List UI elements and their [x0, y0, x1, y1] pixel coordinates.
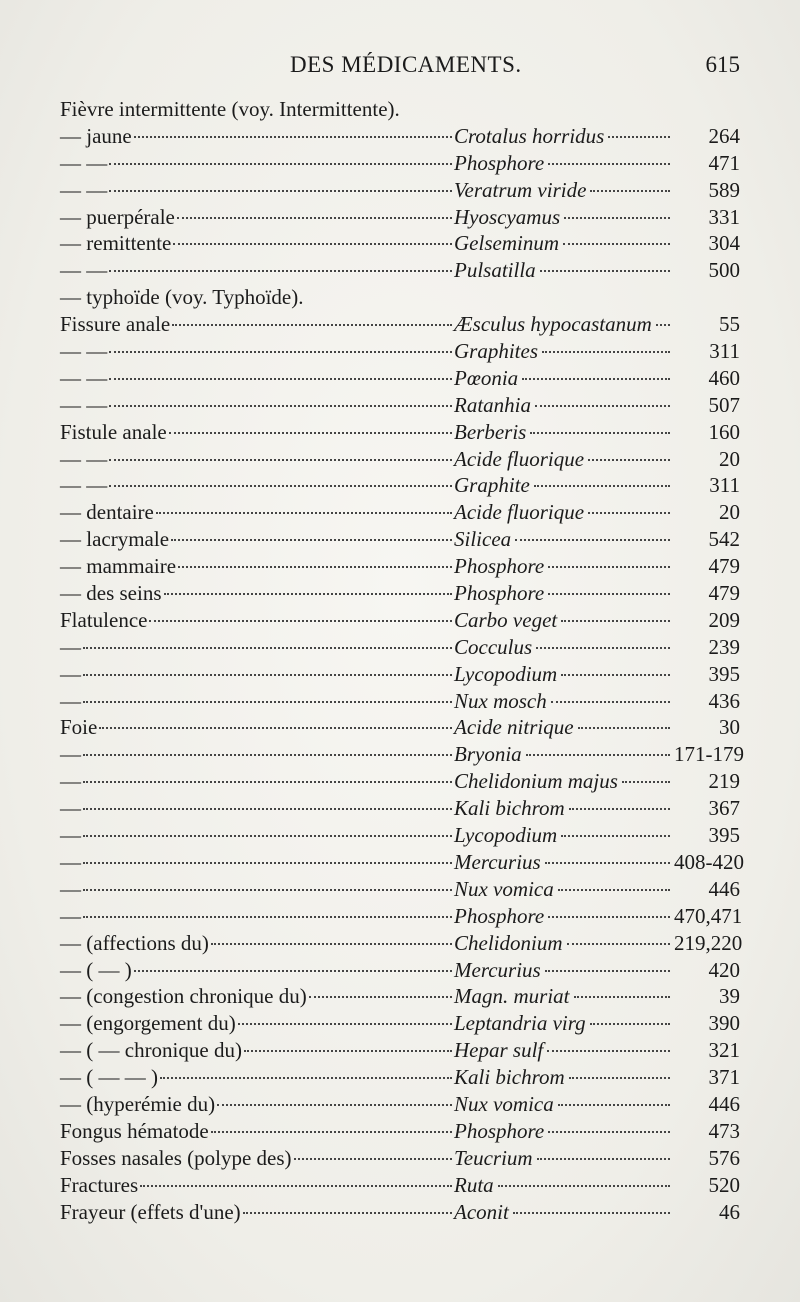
page-reference: 20	[719, 446, 740, 471]
remedy-name: Gelseminum	[454, 231, 559, 256]
remedy-cell	[454, 983, 674, 1010]
index-term: Fongus hématode	[60, 1118, 209, 1143]
page-reference: 500	[708, 258, 740, 283]
dot-leader	[99, 727, 452, 729]
dot-leader	[83, 916, 452, 918]
dot-leader	[513, 1212, 670, 1214]
index-entry	[60, 930, 743, 957]
dot-leader	[548, 593, 670, 595]
dot-leader	[561, 620, 670, 622]
index-entry	[60, 957, 740, 984]
remedy-name: Nux mosch	[454, 688, 547, 713]
remedy-cell	[454, 392, 674, 419]
index-entry	[60, 1010, 740, 1037]
index-term: — —	[60, 473, 108, 498]
remedy-name: Graphite	[454, 473, 530, 498]
index-entry	[60, 553, 740, 580]
dot-leader	[545, 862, 670, 864]
dot-leader	[561, 835, 670, 837]
dot-leader	[156, 512, 452, 514]
dot-leader	[537, 1158, 670, 1160]
remedy-cell	[454, 1145, 674, 1172]
page-reference: 471	[708, 150, 740, 175]
page-reference: 311	[709, 473, 740, 498]
index-entry	[60, 983, 740, 1010]
index-entry	[60, 204, 740, 231]
page-reference: 331	[708, 204, 740, 229]
remedy-cell	[454, 311, 674, 338]
page-reference: 395	[708, 661, 740, 686]
remedy-name: Acide fluorique	[454, 500, 585, 525]
page-reference: 321	[708, 1038, 740, 1063]
remedy-name: Mercurius	[454, 849, 541, 874]
remedy-cell	[454, 338, 674, 365]
dot-leader	[578, 727, 670, 729]
dot-leader	[109, 190, 452, 192]
index-entry	[60, 96, 740, 123]
index-term: Frayeur (effets d'une)	[60, 1199, 241, 1224]
index-term: — —	[60, 258, 108, 283]
remedy-name: Kali bichrom	[454, 1065, 565, 1090]
dot-leader	[558, 1104, 670, 1106]
remedy-cell	[454, 553, 674, 580]
remedy-name: Magn. muriat	[454, 984, 570, 1009]
dot-leader	[294, 1158, 452, 1160]
dot-leader	[545, 970, 670, 972]
dot-leader	[534, 485, 670, 487]
remedy-cell	[454, 177, 674, 204]
page-reference: 576	[708, 1145, 740, 1170]
index-entry	[60, 177, 740, 204]
dot-leader	[83, 835, 452, 837]
index-term: —	[60, 876, 81, 901]
index-entry	[60, 365, 740, 392]
dot-leader	[83, 808, 452, 810]
remedy-name: Nux vomica	[454, 1091, 554, 1116]
index-entry	[60, 768, 740, 795]
dot-leader	[622, 781, 670, 783]
dot-leader	[526, 754, 670, 756]
dot-leader	[561, 674, 670, 676]
dot-leader	[590, 190, 670, 192]
index-term: —	[60, 796, 81, 821]
dot-leader	[83, 647, 452, 649]
page-reference: 160	[708, 419, 740, 444]
page-reference: 446	[708, 1091, 740, 1116]
remedy-cell	[454, 230, 674, 257]
dot-leader	[109, 163, 452, 165]
dot-leader	[656, 324, 670, 326]
page-reference: 55	[719, 312, 740, 337]
page-reference: 436	[708, 688, 740, 713]
dot-leader	[109, 405, 452, 407]
index-entry	[60, 446, 740, 473]
page-reference: 589	[708, 177, 740, 202]
dot-leader	[140, 1185, 452, 1187]
page-reference: 209	[708, 607, 740, 632]
index-entry	[60, 741, 744, 768]
index-entry	[60, 1145, 740, 1172]
remedy-cell	[454, 849, 674, 876]
index-term: — jaune	[60, 123, 132, 148]
page-reference: 311	[709, 339, 740, 364]
dot-leader	[515, 539, 670, 541]
index-term: — lacrymale	[60, 527, 170, 552]
dot-leader	[590, 1023, 670, 1025]
dot-leader	[536, 647, 670, 649]
remedy-name: Hepar sulf	[454, 1038, 544, 1063]
remedy-cell	[454, 123, 674, 150]
page-header	[60, 52, 740, 92]
dot-leader	[540, 270, 670, 272]
page-reference: 219,220	[674, 930, 743, 955]
remedy-index-list	[60, 96, 744, 1225]
dot-leader	[588, 459, 670, 461]
dot-leader	[498, 1185, 670, 1187]
remedy-cell	[454, 768, 674, 795]
dot-leader	[134, 136, 452, 138]
page-reference: 542	[708, 527, 740, 552]
dot-leader	[173, 243, 452, 245]
index-term: — (engorgement du)	[60, 1011, 236, 1036]
index-term: —	[60, 688, 81, 713]
index-entry	[60, 607, 740, 634]
remedy-cell	[454, 1199, 674, 1226]
dot-leader	[169, 432, 452, 434]
remedy-cell	[454, 472, 674, 499]
dot-leader	[134, 970, 452, 972]
dot-leader	[217, 1104, 452, 1106]
index-term: — —	[60, 339, 108, 364]
index-term: — —	[60, 150, 108, 175]
index-entry	[60, 123, 740, 150]
remedy-cell	[454, 1064, 674, 1091]
dot-leader	[178, 566, 452, 568]
index-entry	[60, 849, 744, 876]
remedy-cell	[454, 1091, 674, 1118]
remedy-name: Graphites	[454, 339, 538, 364]
remedy-name: Lycopodium	[454, 661, 558, 686]
dot-leader	[574, 996, 671, 998]
index-entry	[60, 1037, 740, 1064]
dot-leader	[83, 754, 452, 756]
index-entry	[60, 472, 740, 499]
remedy-name: Berberis	[454, 419, 527, 444]
index-term: — dentaire	[60, 500, 154, 525]
index-term: — (congestion chronique du)	[60, 984, 307, 1009]
dot-leader	[171, 539, 452, 541]
remedy-cell	[454, 876, 674, 903]
page-reference: 39	[719, 984, 740, 1009]
remedy-cell	[454, 714, 674, 741]
dot-leader	[542, 351, 670, 353]
index-term: —	[60, 661, 81, 686]
dot-leader	[547, 1050, 670, 1052]
dot-leader	[177, 217, 452, 219]
dot-leader	[211, 943, 452, 945]
index-term: — (hyperémie du)	[60, 1091, 216, 1116]
dot-leader	[83, 701, 452, 703]
remedy-name: Silicea	[454, 527, 512, 552]
index-term: — des seins	[60, 581, 162, 606]
index-term: Flatulence	[60, 607, 148, 632]
dot-leader	[548, 566, 670, 568]
index-term: Foie	[60, 715, 98, 740]
index-term: —	[60, 769, 81, 794]
running-title: DES MÉDICAMENTS.	[290, 52, 522, 77]
remedy-name: Phosphore	[454, 903, 545, 928]
remedy-cell	[454, 1118, 674, 1145]
page-reference: 473	[708, 1118, 740, 1143]
dot-leader	[83, 889, 452, 891]
remedy-cell	[454, 607, 674, 634]
remedy-name: Phosphore	[454, 554, 545, 579]
index-entry	[60, 903, 743, 930]
remedy-name: Æsculus hypocastanum	[454, 312, 652, 337]
index-entry	[60, 284, 740, 311]
index-term: Fosses nasales (polype des)	[60, 1145, 292, 1170]
remedy-name: Bryonia	[454, 742, 522, 767]
remedy-name: Phosphore	[454, 150, 545, 175]
remedy-cell	[454, 634, 674, 661]
remedy-name: Carbo veget	[454, 607, 558, 632]
index-term: — —	[60, 365, 108, 390]
index-term: — (affections du)	[60, 930, 209, 955]
page-reference: 20	[719, 500, 740, 525]
remedy-cell	[454, 1037, 674, 1064]
dot-leader	[83, 862, 452, 864]
dot-leader	[211, 1131, 452, 1133]
index-entry	[60, 661, 740, 688]
dot-leader	[548, 916, 670, 918]
page-reference: 219	[708, 769, 740, 794]
dot-leader	[109, 270, 452, 272]
index-entry	[60, 1199, 740, 1226]
remedy-name: Acide nitrique	[454, 715, 574, 740]
remedy-name: Nux vomica	[454, 876, 554, 901]
remedy-cell	[454, 795, 674, 822]
dot-leader	[244, 1050, 452, 1052]
dot-leader	[149, 620, 452, 622]
remedy-cell	[454, 365, 674, 392]
remedy-cell	[454, 446, 674, 473]
remedy-name: Kali bichrom	[454, 796, 565, 821]
page-reference: 390	[708, 1011, 740, 1036]
remedy-name: Mercurius	[454, 957, 541, 982]
index-entry	[60, 1118, 740, 1145]
dot-leader	[238, 1023, 452, 1025]
dot-leader	[243, 1212, 452, 1214]
dot-leader	[569, 808, 670, 810]
remedy-name: Ruta	[454, 1172, 494, 1197]
index-entry	[60, 876, 740, 903]
page-reference: 304	[708, 231, 740, 256]
remedy-cell	[454, 822, 674, 849]
index-entry	[60, 526, 740, 553]
page-reference: 371	[708, 1065, 740, 1090]
page-reference: 446	[708, 876, 740, 901]
index-entry	[60, 795, 740, 822]
index-term: Fistule anale	[60, 419, 167, 444]
index-entry	[60, 580, 740, 607]
index-entry	[60, 392, 740, 419]
index-term: Fissure anale	[60, 312, 171, 337]
page-reference: 520	[708, 1172, 740, 1197]
remedy-name: Chelidonium majus	[454, 769, 618, 794]
index-term: —	[60, 849, 81, 874]
dot-leader	[563, 243, 670, 245]
remedy-cell	[454, 957, 674, 984]
index-term: — ( — chronique du)	[60, 1038, 242, 1063]
remedy-name: Cocculus	[454, 634, 533, 659]
remedy-name: Crotalus horridus	[454, 123, 605, 148]
remedy-name: Veratrum viride	[454, 177, 587, 202]
dot-leader	[569, 1077, 670, 1079]
page-reference: 460	[708, 365, 740, 390]
index-term: —	[60, 634, 81, 659]
page-number: 615	[705, 52, 740, 77]
remedy-cell	[454, 204, 674, 231]
remedy-cell	[454, 419, 674, 446]
remedy-cell	[454, 526, 674, 553]
index-term: — puerpérale	[60, 204, 175, 229]
index-term: Fièvre intermittente (voy. Intermittente).	[60, 97, 400, 121]
page-reference: 408-420	[674, 849, 744, 874]
dot-leader	[309, 996, 452, 998]
remedy-cell	[454, 930, 674, 957]
dot-leader	[164, 593, 453, 595]
remedy-name: Leptandria virg	[454, 1011, 586, 1036]
remedy-name: Hyoscyamus	[454, 204, 561, 229]
index-entry	[60, 499, 740, 526]
index-term: — mammaire	[60, 554, 177, 579]
page-reference: 171-179	[674, 742, 744, 767]
dot-leader	[535, 405, 670, 407]
dot-leader	[588, 512, 670, 514]
remedy-cell	[454, 150, 674, 177]
remedy-name: Phosphore	[454, 581, 545, 606]
page-reference: 367	[708, 796, 740, 821]
remedy-cell	[454, 688, 674, 715]
remedy-name: Phosphore	[454, 1118, 545, 1143]
dot-leader	[522, 378, 670, 380]
remedy-name: Ratanhia	[454, 392, 531, 417]
remedy-name: Aconit	[454, 1199, 509, 1224]
index-term: —	[60, 742, 81, 767]
page-reference: 479	[708, 581, 740, 606]
index-entry	[60, 1091, 740, 1118]
index-entry	[60, 1064, 740, 1091]
index-term: — —	[60, 392, 108, 417]
index-term: — ( — — )	[60, 1065, 158, 1090]
index-entry	[60, 1172, 740, 1199]
dot-leader	[608, 136, 670, 138]
index-entry	[60, 822, 740, 849]
remedy-cell	[454, 1172, 674, 1199]
index-entry	[60, 230, 740, 257]
index-entry	[60, 714, 740, 741]
page-reference: 470,471	[674, 903, 743, 928]
index-entry	[60, 257, 740, 284]
index-term: — ( — )	[60, 957, 132, 982]
dot-leader	[548, 163, 670, 165]
index-entry	[60, 419, 740, 446]
page-reference: 239	[708, 634, 740, 659]
remedy-name: Pœonia	[454, 365, 519, 390]
dot-leader	[564, 217, 670, 219]
index-term: — —	[60, 177, 108, 202]
remedy-name: Teucrium	[454, 1145, 533, 1170]
remedy-cell	[454, 661, 674, 688]
index-term: — typhoïde (voy. Typhoïde).	[60, 285, 304, 310]
remedy-cell	[454, 1010, 674, 1037]
index-entry	[60, 634, 740, 661]
page-reference: 46	[719, 1199, 740, 1224]
dot-leader	[530, 432, 670, 434]
dot-leader	[558, 889, 670, 891]
page-reference: 264	[708, 123, 740, 148]
page-reference: 420	[708, 957, 740, 982]
page-reference: 395	[708, 823, 740, 848]
index-term: — —	[60, 446, 108, 471]
remedy-name: Acide fluorique	[454, 446, 585, 471]
remedy-cell	[454, 499, 674, 526]
index-entry	[60, 150, 740, 177]
dot-leader	[83, 781, 452, 783]
index-term: Fractures	[60, 1172, 139, 1197]
index-entry	[60, 311, 740, 338]
page-reference: 507	[708, 392, 740, 417]
index-term: —	[60, 903, 81, 928]
dot-leader	[160, 1077, 452, 1079]
index-entry	[60, 688, 740, 715]
remedy-cell	[454, 903, 674, 930]
remedy-name: Lycopodium	[454, 823, 558, 848]
remedy-name: Chelidonium	[454, 930, 563, 955]
page-reference: 30	[719, 715, 740, 740]
dot-leader	[567, 943, 671, 945]
index-entry	[60, 338, 740, 365]
dot-leader	[83, 674, 452, 676]
dot-leader	[109, 351, 452, 353]
remedy-cell	[454, 741, 674, 768]
dot-leader	[109, 459, 452, 461]
index-term: — remittente	[60, 231, 172, 256]
remedy-name: Pulsatilla	[454, 258, 536, 283]
dot-leader	[172, 324, 452, 326]
remedy-cell	[454, 580, 674, 607]
index-term: —	[60, 823, 81, 848]
remedy-cell	[454, 257, 674, 284]
dot-leader	[109, 378, 452, 380]
dot-leader	[109, 485, 452, 487]
page-reference: 479	[708, 554, 740, 579]
dot-leader	[548, 1131, 670, 1133]
dot-leader	[551, 701, 670, 703]
